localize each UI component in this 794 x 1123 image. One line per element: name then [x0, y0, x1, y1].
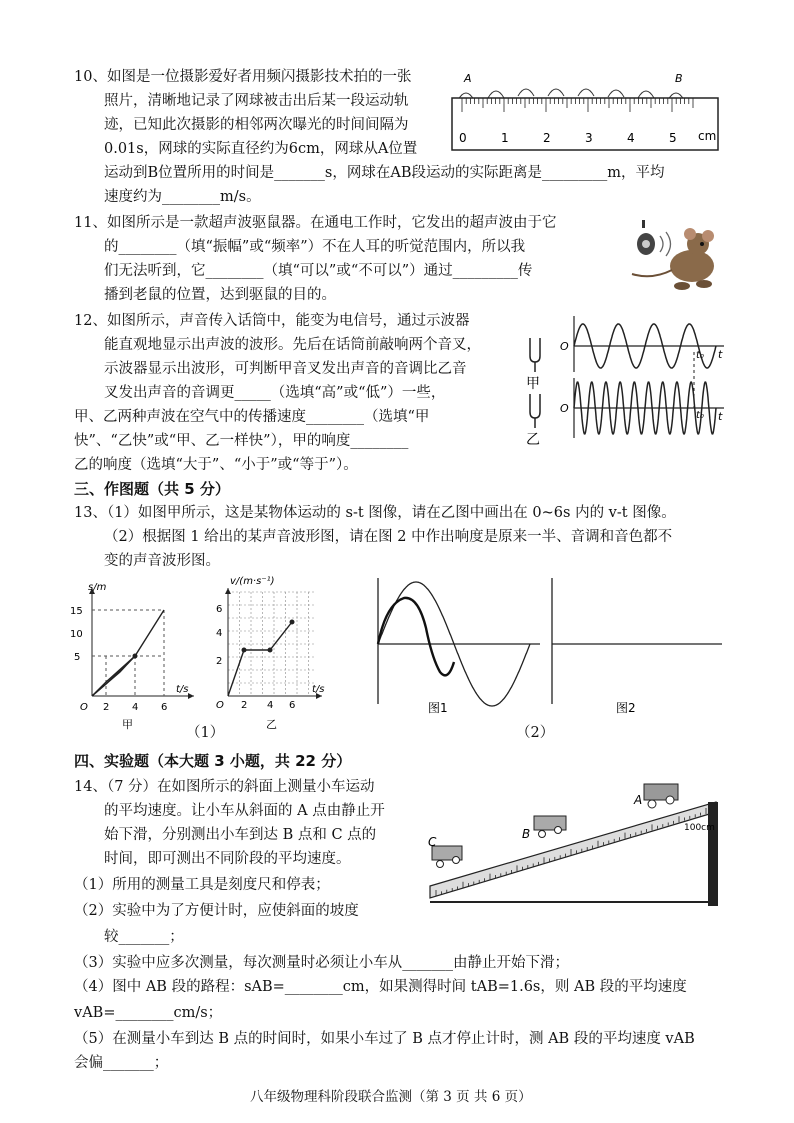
section4-heading: 四、实验题（本大题 3 小题，共 22 分）: [74, 752, 352, 770]
tuning-fork-yi-icon: [530, 394, 540, 428]
t-label-jia: t: [718, 348, 723, 361]
q14-line3: 始下滑，分别测出小车到达 B 点和 C 点的: [104, 827, 377, 843]
q12-line6: 快”、“乙快”或“甲、乙一样快”），甲的响度________: [74, 433, 409, 449]
page-footer: 八年级物理科阶段联合监测（第 3 页 共 6 页）: [250, 1089, 532, 1105]
label-b: B: [675, 72, 683, 85]
st-ytick-15: 15: [70, 606, 83, 617]
q14-step2-line2: 较_______；: [104, 929, 184, 945]
vt-xtick-2: 2: [241, 700, 248, 711]
vt-ylabel: v/(m·s⁻¹): [230, 576, 275, 587]
q12-line2: 能直观地显示出声波的波形。先后在话筒前敲响两个音叉，: [104, 337, 481, 353]
vt-xlabel: t/s: [312, 684, 325, 695]
cart-a-icon: [644, 784, 678, 808]
st-xtick-2: 2: [103, 702, 110, 713]
st-xlabel: t/s: [176, 684, 189, 695]
vt-sample-line: [228, 622, 292, 696]
vt-graph: [204, 572, 340, 730]
caption-part1: （1）: [186, 725, 225, 741]
q13-part1: 13、（1）如图甲所示，这是某物体运动的 s-t 图像，请在乙图中画出在 0~6s 内的 v-t 图像。: [74, 505, 676, 521]
st-xtick-6: 6: [161, 702, 168, 713]
t-label-yi: t: [718, 410, 723, 423]
ruler-unit: cm: [698, 129, 717, 143]
q14-step2-line1: （2）实验中为了方便计时，应使斜面的坡度: [74, 903, 359, 919]
vt-ytick-2: 2: [216, 656, 223, 667]
incline-figure: [416, 770, 732, 908]
ruler-number: 2: [543, 131, 551, 145]
vt-ytick-4: 4: [216, 628, 223, 639]
q14-step3: （3）实验中应多次测量，每次测量时必须让小车从_______由静止开始下滑；: [74, 955, 569, 971]
label-a: A: [464, 72, 472, 85]
incline-ramp: [430, 802, 716, 898]
q11-line3: 们无法听到，它________（填“可以”或“不可以”）通过_________传: [104, 263, 533, 279]
q11-line4: 播到老鼠的位置，达到驱鼠的目的。: [104, 287, 336, 303]
q10-line4: 0.01s，网球的实际直径约为6cm，网球从A位置: [104, 141, 418, 157]
ruler-number: 5: [669, 131, 677, 145]
tennis-ruler-figure: [448, 70, 724, 154]
ruler-number: 0: [459, 131, 467, 145]
point-a-label: A: [634, 793, 643, 807]
st-data-line: [92, 610, 164, 696]
q14-step5-line1: （5）在测量小车到达 B 点的时间时，如果小车过了 B 点才停止计时，测 AB 段的平均速度 vAB: [74, 1031, 695, 1047]
fig2-caption: 图2: [616, 701, 636, 715]
q10-line6: 速度约为________m/s。: [104, 189, 261, 205]
origin-yi: O: [560, 402, 569, 415]
q14-step4-line1: （4）图中 AB 段的路程：sAB=________cm，如果测得时间 tAB=1.6s，则 AB 段的平均速度: [74, 979, 687, 995]
st-graph: [64, 580, 204, 730]
q12-line1: 12、如图所示，声音传入话筒中，能变为电信号，通过示波器: [74, 313, 470, 329]
vt-caption: 乙: [266, 718, 277, 730]
q12-line7: 乙的响度（选填“大于”、“小于”或“等于”）。: [74, 457, 358, 473]
fig1-caption: 图1: [428, 701, 448, 715]
q14-line2: 的平均速度。让小车从斜面的 A 点由静止开: [104, 803, 385, 819]
st-ylabel: s/m: [88, 582, 107, 593]
ruler-number: 4: [627, 131, 635, 145]
q12-line4: 叉发出声音的音调更_____（选填“高”或“低”）一些，: [104, 385, 446, 401]
st-caption: 甲: [122, 718, 133, 730]
q14-step5-line2: 会偏_______；: [74, 1055, 169, 1071]
oscilloscope-figure: [518, 308, 730, 448]
t0-label-yi: t₀: [696, 410, 704, 421]
q10-line1: 10、如图是一位摄影爱好者用频闪摄影技术拍的一张: [74, 69, 412, 85]
st-ytick-10: 10: [70, 629, 83, 640]
q13-part2-line1: （2）根据图 1 给出的某声音波形图，请在图 2 中作出响度是原来一半、音调和音色都不: [104, 529, 673, 545]
q11-line1: 11、如图所示是一款超声波驱鼠器。在通电工作时，它发出的超声波由于它: [74, 215, 557, 231]
q14-step4-line2: vAB=________cm/s；: [74, 1005, 223, 1021]
fig1-handdrawn-wave: [378, 598, 454, 675]
fork-label-jia: 甲: [526, 376, 540, 392]
section3-heading: 三、作图题（共 5 分）: [74, 480, 230, 498]
sound-wave-figures: [370, 574, 730, 724]
ruler-number: 1: [501, 131, 509, 145]
ruler-end-label: 100cm: [684, 823, 715, 833]
ruler-number: 3: [585, 131, 593, 145]
caption-part2: （2）: [516, 725, 555, 741]
vt-ytick-6: 6: [216, 604, 223, 615]
mouse-repeller-figure: [626, 214, 722, 300]
t0-label-jia: t₀: [696, 350, 704, 361]
tuning-fork-jia-icon: [530, 338, 540, 372]
st-xtick-4: 4: [132, 702, 139, 713]
cart-b-icon: [534, 816, 566, 838]
origin-jia: O: [560, 340, 569, 353]
point-b-label: B: [522, 827, 531, 841]
point-c-label: C: [428, 835, 437, 849]
vt-xtick-4: 4: [267, 700, 274, 711]
q14-step1: （1）所用的测量工具是刻度尺和停表；: [74, 877, 330, 893]
fork-label-yi: 乙: [526, 432, 540, 448]
q10-line3: 迹，已知此次摄影的相邻两次曝光的时间间隔为: [104, 117, 409, 133]
q11-line2: 的________（填“振幅”或“频率”）不在人耳的听觉范围内，所以我: [104, 239, 526, 255]
q14-line1: 14、（7 分）在如图所示的斜面上测量小车运动: [74, 779, 375, 795]
waveform-yi: [574, 382, 716, 434]
vt-xtick-6: 6: [289, 700, 296, 711]
q13-part2-line2: 变的声音波形图。: [104, 553, 220, 569]
st-origin: O: [80, 702, 88, 713]
q10-line5: 运动到B位置所用的时间是_______s，网球在AB段运动的实际距离是_________m，平均: [104, 165, 665, 181]
vt-origin: O: [216, 700, 224, 711]
q12-line3: 示波器显示出波形，可判断甲音叉发出声音的音调比乙音: [104, 361, 467, 377]
q12-line5: 甲、乙两种声波在空气中的传播速度________（选填“甲: [74, 409, 430, 425]
cart-c-icon: [432, 846, 462, 868]
st-ytick-5: 5: [74, 652, 81, 663]
q14-line4: 时间，即可测出不同阶段的平均速度。: [104, 851, 351, 867]
q10-line2: 照片，清晰地记录了网球被击出后某一段运动轨: [104, 93, 409, 109]
